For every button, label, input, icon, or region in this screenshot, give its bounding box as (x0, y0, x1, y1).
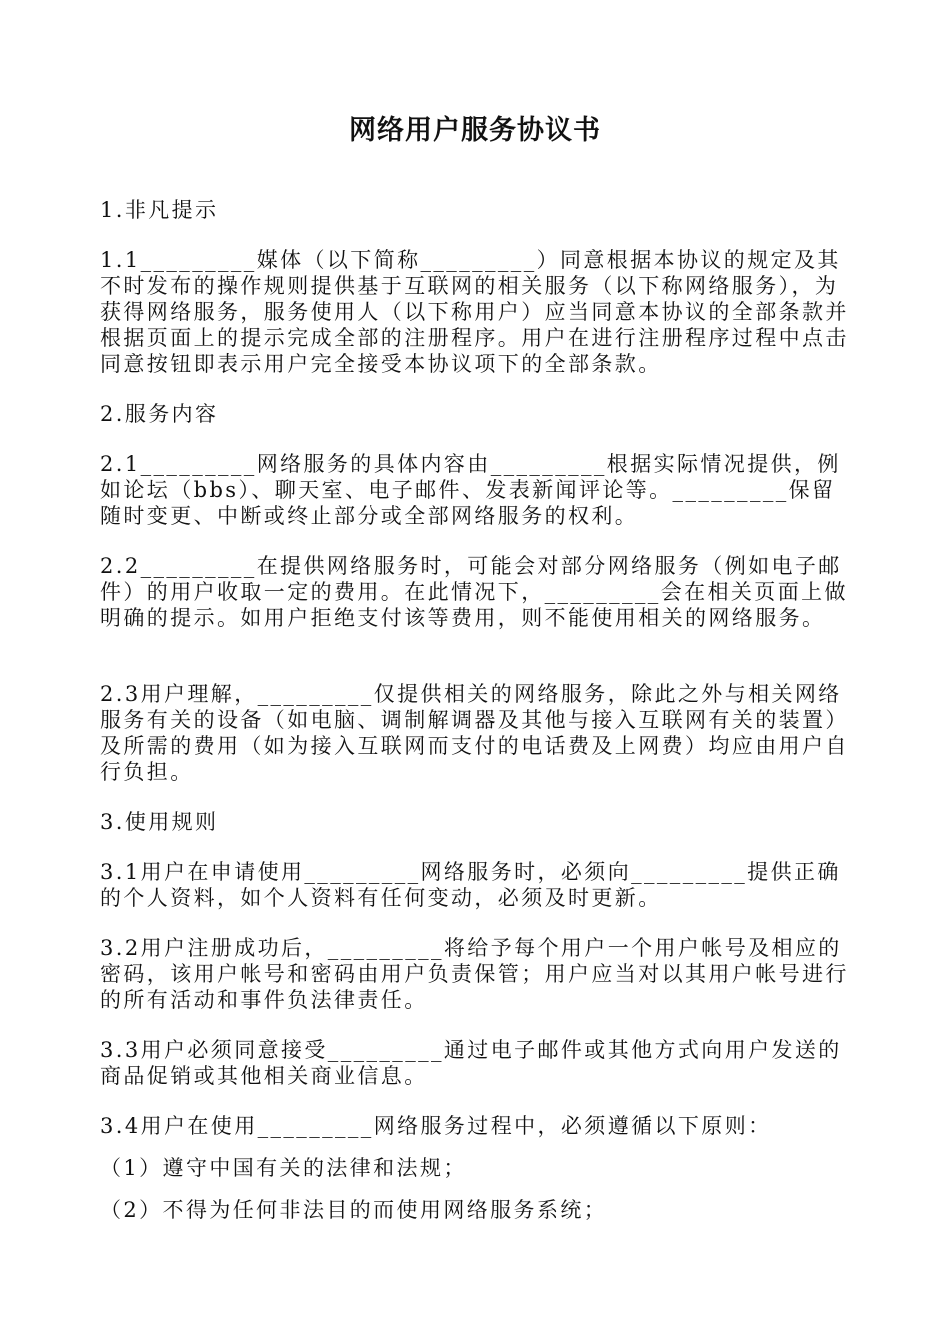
paragraph-2-3: 2.3用户理解，_________仅提供相关的网络服务，除此之外与相关网络服务有关的设备（如电脑、调制解调器及其他与接入互联网有关的装置）及所需的费用（如为接入互联网而支付的电话费及上网费）均应由用户自行负担。 (100, 682, 849, 784)
paragraph-3-1: 3.1用户在申请使用_________网络服务时，必须向_________提供正确的个人资料，如个人资料有任何变动，必须及时更新。 (100, 860, 841, 910)
paragraph-2-2: 2.2_________在提供网络服务时，可能会对部分网络服务（例如电子邮件）的用户收取一定的费用。在此情况下，_________会在相关页面上做明确的提示。如用户拒绝支付该等费用，则不能使用相关的网络服务。 (100, 554, 848, 630)
paragraph-3-3: 3.3用户必须同意接受_________通过电子邮件或其他方式向用户发送的商品促销或其他相关商业信息。 (100, 1038, 842, 1088)
document-title: 网络用户服务协议书 (349, 115, 601, 146)
section-heading-1: 1.非凡提示 (100, 198, 219, 222)
paragraph-1-1: 1.1_________媒体（以下简称_________）同意根据本协议的规定及其不时发布的操作规则提供基于互联网的相关服务（以下称网络服务），为获得网络服务，服务使用人（以下称用户）应当同意本协议的全部条款并根据页面上的提示完成全部的注册程序。用户在进行注册程序过程中点击同意按钮即表示用户完全接受本协议项下的全部条款。 (100, 248, 849, 376)
list-item-1: （1）遵守中国有关的法律和法规； (100, 1156, 467, 1180)
document-body (100, 195, 852, 1223)
paragraph-2-1: 2.1_________网络服务的具体内容由_________根据实际情况提供，例如论坛（bbs）、聊天室、电子邮件、发表新闻评论等。_________保留随时变更、中断或终止部分或全部网络服务的权利。 (100, 452, 841, 528)
paragraph-3-4: 3.4用户在使用_________网络服务过程中，必须遵循以下原则： (100, 1114, 772, 1138)
section-heading-2: 2.服务内容 (100, 402, 219, 426)
list-item-2: （2）不得为任何非法目的而使用网络服务系统； (100, 1198, 608, 1222)
paragraph-3-2: 3.2用户注册成功后，_________将给予每个用户一个用户帐号及相应的密码，该用户帐号和密码由用户负责保管；用户应当对以其用户帐号进行的所有活动和事件负法律责任。 (100, 936, 849, 1012)
section-heading-3: 3.使用规则 (100, 810, 219, 834)
